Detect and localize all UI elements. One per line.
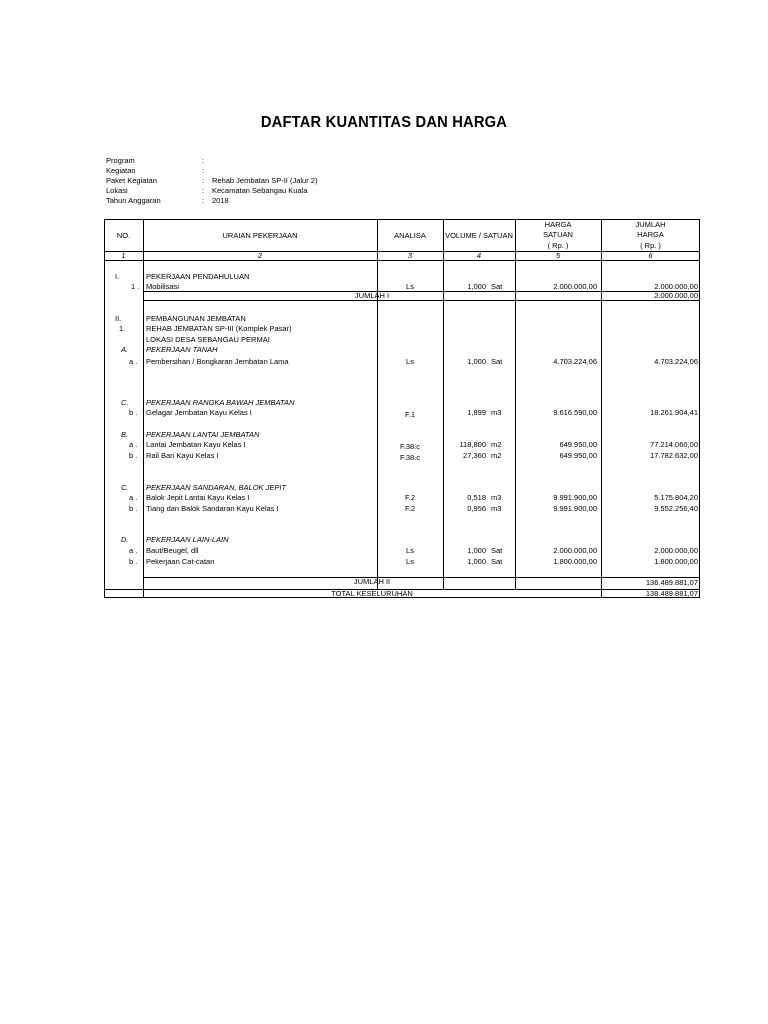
- info-value: Rehab Jembatan SP-II (Jalur 2): [212, 176, 318, 185]
- info-colon: :: [202, 186, 205, 195]
- info-colon: :: [202, 176, 205, 185]
- item-unit-price: 649.950,00: [559, 440, 597, 449]
- subsection-title: REHAB JEMBATAN SP-III (Komplek Pasar): [146, 324, 292, 333]
- item-volume: 0,956: [467, 504, 486, 513]
- info-lokasi: [106, 186, 317, 196]
- info-colon: :: [202, 166, 205, 175]
- item-description: Mobilisasi: [146, 282, 179, 291]
- subtotal-label: JUMLAH I: [354, 291, 390, 300]
- info-label: Tahun Anggaran: [106, 196, 161, 205]
- item-number: b .: [129, 408, 138, 417]
- info-tahun: [106, 196, 317, 206]
- item-total: 17.782.632,00: [650, 451, 698, 460]
- column-divider: [143, 219, 144, 598]
- info-label: Paket Kegiatan: [106, 176, 157, 185]
- subtotal-label: JUMLAH II: [353, 577, 391, 586]
- info-label: Lokasi: [106, 186, 128, 195]
- info-colon: :: [202, 156, 205, 165]
- item-number: a .: [129, 440, 138, 449]
- subtotal-value: 2.000.000,00: [654, 291, 698, 300]
- item-unit-price: 2.000.000,00: [553, 546, 597, 555]
- item-number: b .: [129, 451, 138, 460]
- subsection-number: 1.: [119, 324, 126, 333]
- item-number: b .: [129, 557, 138, 566]
- info-paket: [106, 176, 317, 186]
- document-title: DAFTAR KUANTITAS DAN HARGA: [260, 114, 508, 131]
- group-number: D.: [121, 535, 129, 544]
- item-analisa: Ls: [406, 557, 414, 566]
- item-unit: Sat: [491, 357, 503, 366]
- item-description: Pembersihan / Bongkaran Jembatan Lama: [146, 357, 289, 366]
- column-index: 1: [121, 251, 126, 260]
- info-kegiatan: [106, 166, 317, 176]
- item-unit-price: 2.000.000,00: [553, 282, 597, 291]
- item-description: Gelagar Jembatan Kayu Kelas I: [146, 408, 252, 417]
- header-jumlah: JUMLAH: [635, 220, 666, 229]
- item-analisa: Ls: [406, 357, 414, 366]
- project-info: [106, 156, 317, 206]
- item-analisa: Ls: [406, 282, 414, 291]
- item-volume: 0,518: [467, 493, 486, 502]
- item-number: b .: [129, 504, 138, 513]
- item-description: Tiang dan Balok Sandaran Kayu Kelas I: [146, 504, 279, 513]
- item-total: 77.214.060,00: [650, 440, 698, 449]
- item-unit-price: 9.991.900,00: [553, 504, 597, 513]
- group-title: PEKERJAAN TANAH: [146, 345, 218, 354]
- group-title: PEKERJAAN LAIN-LAIN: [146, 535, 229, 544]
- item-total: 9.552.256,40: [654, 504, 698, 513]
- item-unit: Sat: [491, 282, 503, 291]
- item-unit: m2: [491, 440, 502, 449]
- item-number: a .: [129, 493, 138, 502]
- header-harga-satuan: HARGA: [544, 220, 572, 229]
- item-volume: 1,899: [467, 408, 486, 417]
- item-total: 4.703.224,06: [654, 357, 698, 366]
- item-analisa: F.2: [404, 493, 415, 502]
- item-analisa: Ls: [406, 546, 414, 555]
- item-number: 1 .: [131, 282, 140, 291]
- item-total: 2.000.000,00: [654, 546, 698, 555]
- location-label: LOKASI DESA SEBANGAU PERMAI: [146, 335, 270, 344]
- column-index: 4: [476, 251, 482, 260]
- header-harga-satuan: ( Rp. ): [547, 241, 569, 250]
- item-volume: 1,000: [467, 557, 486, 566]
- item-number: a .: [129, 357, 138, 366]
- item-unit: Sat: [491, 557, 503, 566]
- item-unit: m3: [491, 408, 502, 417]
- header-no: NO.: [116, 231, 131, 240]
- info-colon: :: [202, 196, 205, 205]
- column-divider: [515, 219, 516, 589]
- item-volume: 118,800: [459, 440, 486, 449]
- column-divider: [443, 219, 444, 589]
- header-uraian: URAIAN PEKERJAAN: [222, 231, 298, 240]
- header-volume: VOLUME / SATUAN: [445, 231, 513, 240]
- column-index: 2: [257, 251, 263, 260]
- item-unit: Sat: [491, 546, 503, 555]
- group-title: PEKERJAAN RANGKA BAWAH JEMBATAN: [146, 398, 295, 407]
- header-jumlah: HARGA: [637, 230, 664, 239]
- column-index: 5: [555, 251, 561, 260]
- item-unit-price: 4.703.224,06: [553, 357, 597, 366]
- grand-total-label: TOTAL KESELURUHAN: [331, 589, 413, 598]
- column-index: 6: [648, 251, 653, 260]
- group-number: B.: [121, 430, 129, 439]
- item-analisa: F.38.c: [399, 442, 420, 451]
- header-jumlah: ( Rp. ): [640, 241, 661, 250]
- row-divider: [143, 300, 700, 301]
- info-value: 2018: [212, 196, 229, 205]
- item-description: Pekerjaan Cat-catan: [146, 557, 215, 566]
- item-volume: 1,000: [467, 546, 486, 555]
- item-unit-price: 1.800.000,00: [553, 557, 597, 566]
- group-number: C.: [121, 398, 129, 407]
- item-analisa: F.1: [404, 410, 415, 419]
- item-description: Balok Jepit Lantai Kayu Kelas I: [146, 493, 250, 502]
- item-volume: 1,000: [467, 282, 486, 291]
- item-unit: m3: [491, 493, 502, 502]
- info-label: Program: [106, 156, 135, 165]
- column-index: 3: [407, 251, 413, 260]
- item-analisa: F.38.c: [399, 453, 420, 462]
- item-volume: 27,360: [463, 451, 486, 460]
- item-unit-price: 9.991.900,00: [553, 493, 597, 502]
- section-number: I.: [115, 272, 120, 281]
- item-total: 2.000.000,00: [654, 282, 698, 291]
- subtotal-value: 136.489.881,07: [645, 578, 698, 587]
- column-divider: [377, 219, 378, 589]
- item-analisa: F.2: [404, 504, 415, 513]
- item-description: Baut/Beugel, dll: [146, 546, 199, 555]
- item-total: 18.261.904,41: [650, 408, 698, 417]
- info-value: Kecamatan Sebangau Kuala: [212, 186, 308, 195]
- info-label: Kegiatan: [106, 166, 136, 175]
- group-number: C.: [121, 483, 129, 492]
- group-number: A.: [121, 345, 129, 354]
- item-description: Lantai Jembatan Kayu Kelas I: [146, 440, 246, 449]
- item-total: 5.175.804,20: [654, 493, 698, 502]
- item-description: Rail Ban Kayu Kelas I: [146, 451, 219, 460]
- section-number: II.: [115, 314, 122, 323]
- item-unit: m3: [491, 504, 502, 513]
- group-title: PEKERJAAN LANTAI JEMBATAN: [146, 430, 260, 439]
- section-title: PEKERJAAN PENDAHULUAN: [146, 272, 250, 281]
- header-analisa: ANALISA: [394, 231, 426, 240]
- info-program: [106, 156, 317, 166]
- header-divider: [104, 260, 700, 261]
- item-total: 1.800.000,00: [654, 557, 698, 566]
- item-unit-price: 649.950,00: [559, 451, 597, 460]
- grand-total-value: 138.489.881,07: [645, 589, 698, 598]
- item-number: a .: [129, 546, 138, 555]
- section-title: PEMBANGUNAN JEMBATAN: [146, 314, 246, 323]
- header-harga-satuan: SATUAN: [543, 230, 573, 239]
- item-unit: m2: [491, 451, 502, 460]
- item-volume: 1,000: [467, 357, 486, 366]
- item-unit-price: 9.616.590,00: [553, 408, 597, 417]
- group-title: PEKERJAAN SANDARAN, BALOK JEPIT: [146, 483, 287, 492]
